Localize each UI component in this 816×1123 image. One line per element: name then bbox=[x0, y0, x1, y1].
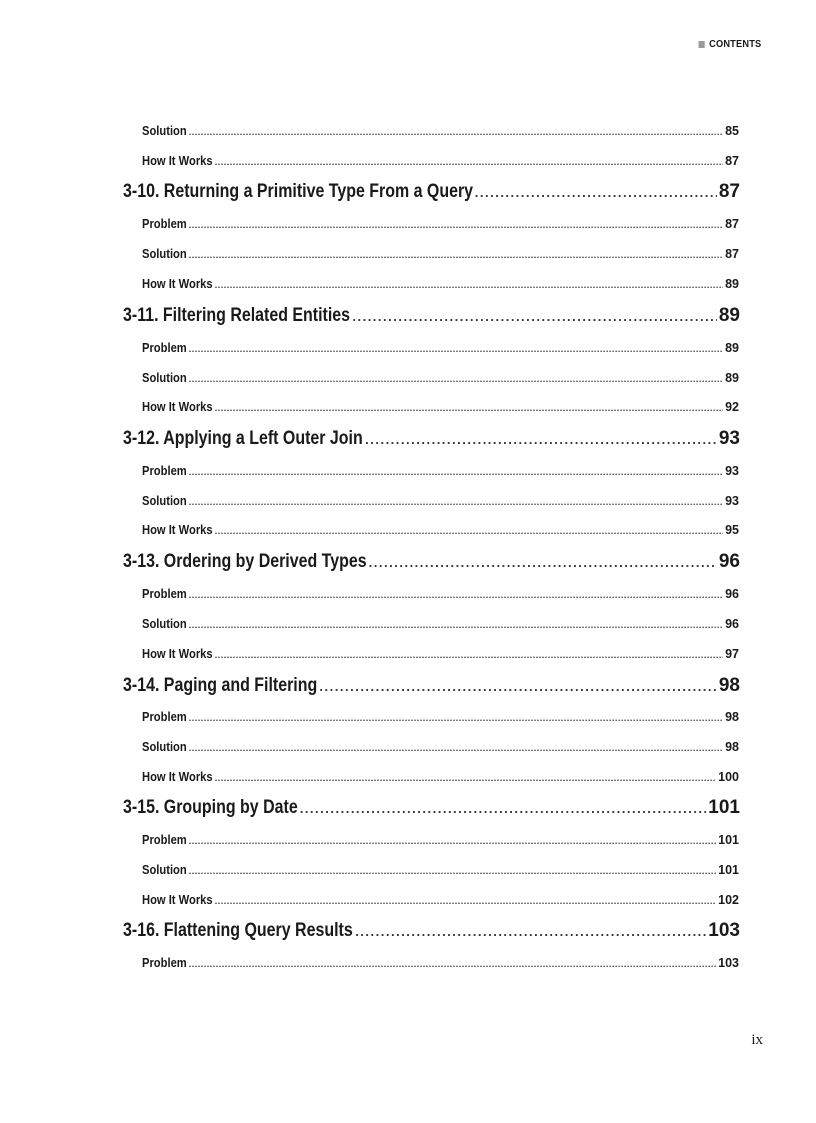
toc-entry-page: 100 bbox=[718, 770, 739, 784]
toc-entry-page: 93 bbox=[718, 428, 740, 449]
dot-leader bbox=[189, 620, 723, 630]
toc-section-entry[interactable] bbox=[123, 920, 740, 946]
toc-entry-title: Solution bbox=[142, 123, 187, 138]
dot-leader bbox=[215, 526, 723, 536]
dot-leader bbox=[215, 650, 723, 660]
dot-leader bbox=[355, 924, 706, 939]
toc-entry-page: 89 bbox=[725, 277, 739, 291]
toc-subsection-entry[interactable] bbox=[142, 955, 739, 973]
toc-entry-title: 3-16. Flattening Query Results bbox=[123, 920, 353, 941]
dot-leader bbox=[189, 344, 723, 354]
dot-leader bbox=[189, 743, 723, 753]
toc-entry-title: Solution bbox=[142, 616, 187, 631]
dot-leader bbox=[369, 555, 717, 570]
toc-section-entry[interactable] bbox=[123, 551, 740, 577]
toc-entry-page: 98 bbox=[725, 740, 739, 754]
dot-leader bbox=[189, 836, 716, 846]
toc-entry-page: 101 bbox=[718, 833, 739, 847]
toc-entry-page: 96 bbox=[718, 551, 740, 572]
dot-leader bbox=[300, 801, 707, 816]
dot-leader bbox=[189, 713, 723, 723]
toc-entry-title: How It Works bbox=[142, 399, 213, 414]
dot-leader bbox=[352, 309, 717, 324]
toc-section-entry[interactable] bbox=[123, 305, 740, 331]
dot-leader bbox=[319, 679, 716, 694]
toc-subsection-entry[interactable] bbox=[142, 709, 739, 727]
toc-entry-title: How It Works bbox=[142, 892, 213, 907]
dot-leader bbox=[215, 896, 716, 906]
toc-section-entry[interactable] bbox=[123, 797, 740, 823]
toc-entry-title: How It Works bbox=[142, 522, 213, 537]
toc-entry-title: Problem bbox=[142, 340, 187, 355]
toc-entry-title: Solution bbox=[142, 493, 187, 508]
toc-entry-title: 3-11. Filtering Related Entities bbox=[123, 305, 351, 326]
toc-entry-title: Solution bbox=[142, 246, 187, 261]
toc-section-entry[interactable] bbox=[123, 675, 740, 701]
toc-entry-title: 3-10. Returning a Primitive Type From a Query bbox=[123, 181, 474, 202]
toc-subsection-entry[interactable] bbox=[142, 399, 739, 417]
dot-leader bbox=[215, 773, 716, 783]
toc-entry-page: 102 bbox=[718, 893, 739, 907]
toc-entry-page: 87 bbox=[725, 247, 739, 261]
toc-entry-title: Solution bbox=[142, 739, 187, 754]
toc-entry-page: 93 bbox=[725, 494, 739, 508]
dot-leader bbox=[189, 127, 723, 137]
toc-subsection-entry[interactable] bbox=[142, 892, 739, 910]
toc-entry-title: 3-13. Ordering by Derived Types bbox=[123, 551, 367, 572]
toc-subsection-entry[interactable] bbox=[142, 739, 739, 757]
toc-entry-title: How It Works bbox=[142, 153, 213, 168]
toc-entry-title: Problem bbox=[142, 709, 187, 724]
toc-subsection-entry[interactable] bbox=[142, 276, 739, 294]
toc-entry-page: 85 bbox=[725, 124, 739, 138]
toc-entry-page: 96 bbox=[725, 587, 739, 601]
dot-leader bbox=[189, 467, 723, 477]
page-number: ix bbox=[751, 1032, 763, 1048]
toc-entry-page: 87 bbox=[718, 181, 740, 202]
running-head bbox=[698, 38, 761, 50]
toc-entry-page: 103 bbox=[718, 956, 739, 970]
toc-entry-page: 89 bbox=[725, 371, 739, 385]
toc-subsection-entry[interactable] bbox=[142, 340, 739, 358]
square-bullet-icon bbox=[698, 41, 704, 48]
toc-subsection-entry[interactable] bbox=[142, 246, 739, 264]
dot-leader bbox=[189, 959, 716, 969]
toc-entry-title: How It Works bbox=[142, 276, 213, 291]
toc-subsection-entry[interactable] bbox=[142, 862, 739, 880]
dot-leader bbox=[189, 374, 723, 384]
toc-subsection-entry[interactable] bbox=[142, 153, 739, 171]
toc-entry-title: Problem bbox=[142, 955, 187, 970]
toc-subsection-entry[interactable] bbox=[142, 493, 739, 511]
toc-subsection-entry[interactable] bbox=[142, 216, 739, 234]
toc-entry-title: Problem bbox=[142, 586, 187, 601]
toc-entry-page: 89 bbox=[725, 341, 739, 355]
dot-leader bbox=[189, 866, 716, 876]
toc-subsection-entry[interactable] bbox=[142, 463, 739, 481]
toc-entry-title: 3-14. Paging and Filtering bbox=[123, 675, 318, 696]
toc-entry-page: 87 bbox=[725, 154, 739, 168]
toc-entry-title: How It Works bbox=[142, 646, 213, 661]
toc-entry-title: Problem bbox=[142, 832, 187, 847]
toc-entry-page: 101 bbox=[708, 797, 740, 818]
toc-entry-title: Solution bbox=[142, 862, 187, 877]
toc-entry-title: Solution bbox=[142, 370, 187, 385]
dot-leader bbox=[189, 220, 723, 230]
toc-subsection-entry[interactable] bbox=[142, 832, 739, 850]
toc-entry-page: 95 bbox=[725, 523, 739, 537]
toc-subsection-entry[interactable] bbox=[142, 616, 739, 634]
running-head-label: CONTENTS bbox=[708, 38, 761, 50]
toc-entry-title: Problem bbox=[142, 463, 187, 478]
toc-subsection-entry[interactable] bbox=[142, 646, 739, 664]
dot-leader bbox=[215, 280, 723, 290]
toc-subsection-entry[interactable] bbox=[142, 586, 739, 604]
toc-entry-page: 92 bbox=[725, 400, 739, 414]
dot-leader bbox=[189, 497, 723, 507]
toc-section-entry[interactable] bbox=[123, 181, 740, 207]
dot-leader bbox=[189, 590, 723, 600]
toc-subsection-entry[interactable] bbox=[142, 769, 739, 787]
toc-entry-title: Problem bbox=[142, 216, 187, 231]
toc-subsection-entry[interactable] bbox=[142, 123, 739, 141]
toc-entry-page: 98 bbox=[718, 675, 740, 696]
toc-subsection-entry[interactable] bbox=[142, 522, 739, 540]
dot-leader bbox=[365, 432, 717, 447]
dot-leader bbox=[215, 403, 723, 413]
toc-entry-title: 3-15. Grouping by Date bbox=[123, 797, 298, 818]
toc-entry-page: 103 bbox=[708, 920, 740, 941]
dot-leader bbox=[189, 250, 723, 260]
toc-entry-page: 96 bbox=[725, 617, 739, 631]
toc-entry-page: 89 bbox=[718, 305, 740, 326]
toc-entry-title: 3-12. Applying a Left Outer Join bbox=[123, 428, 363, 449]
dot-leader bbox=[475, 185, 717, 200]
toc-subsection-entry[interactable] bbox=[142, 370, 739, 388]
dot-leader bbox=[215, 157, 723, 167]
toc-entry-page: 98 bbox=[725, 710, 739, 724]
toc-entry-page: 97 bbox=[725, 647, 739, 661]
toc-entry-page: 87 bbox=[725, 217, 739, 231]
toc-entry-page: 101 bbox=[718, 863, 739, 877]
toc-entry-page: 93 bbox=[725, 464, 739, 478]
toc-section-entry[interactable] bbox=[123, 428, 740, 454]
toc-entry-title: How It Works bbox=[142, 769, 213, 784]
